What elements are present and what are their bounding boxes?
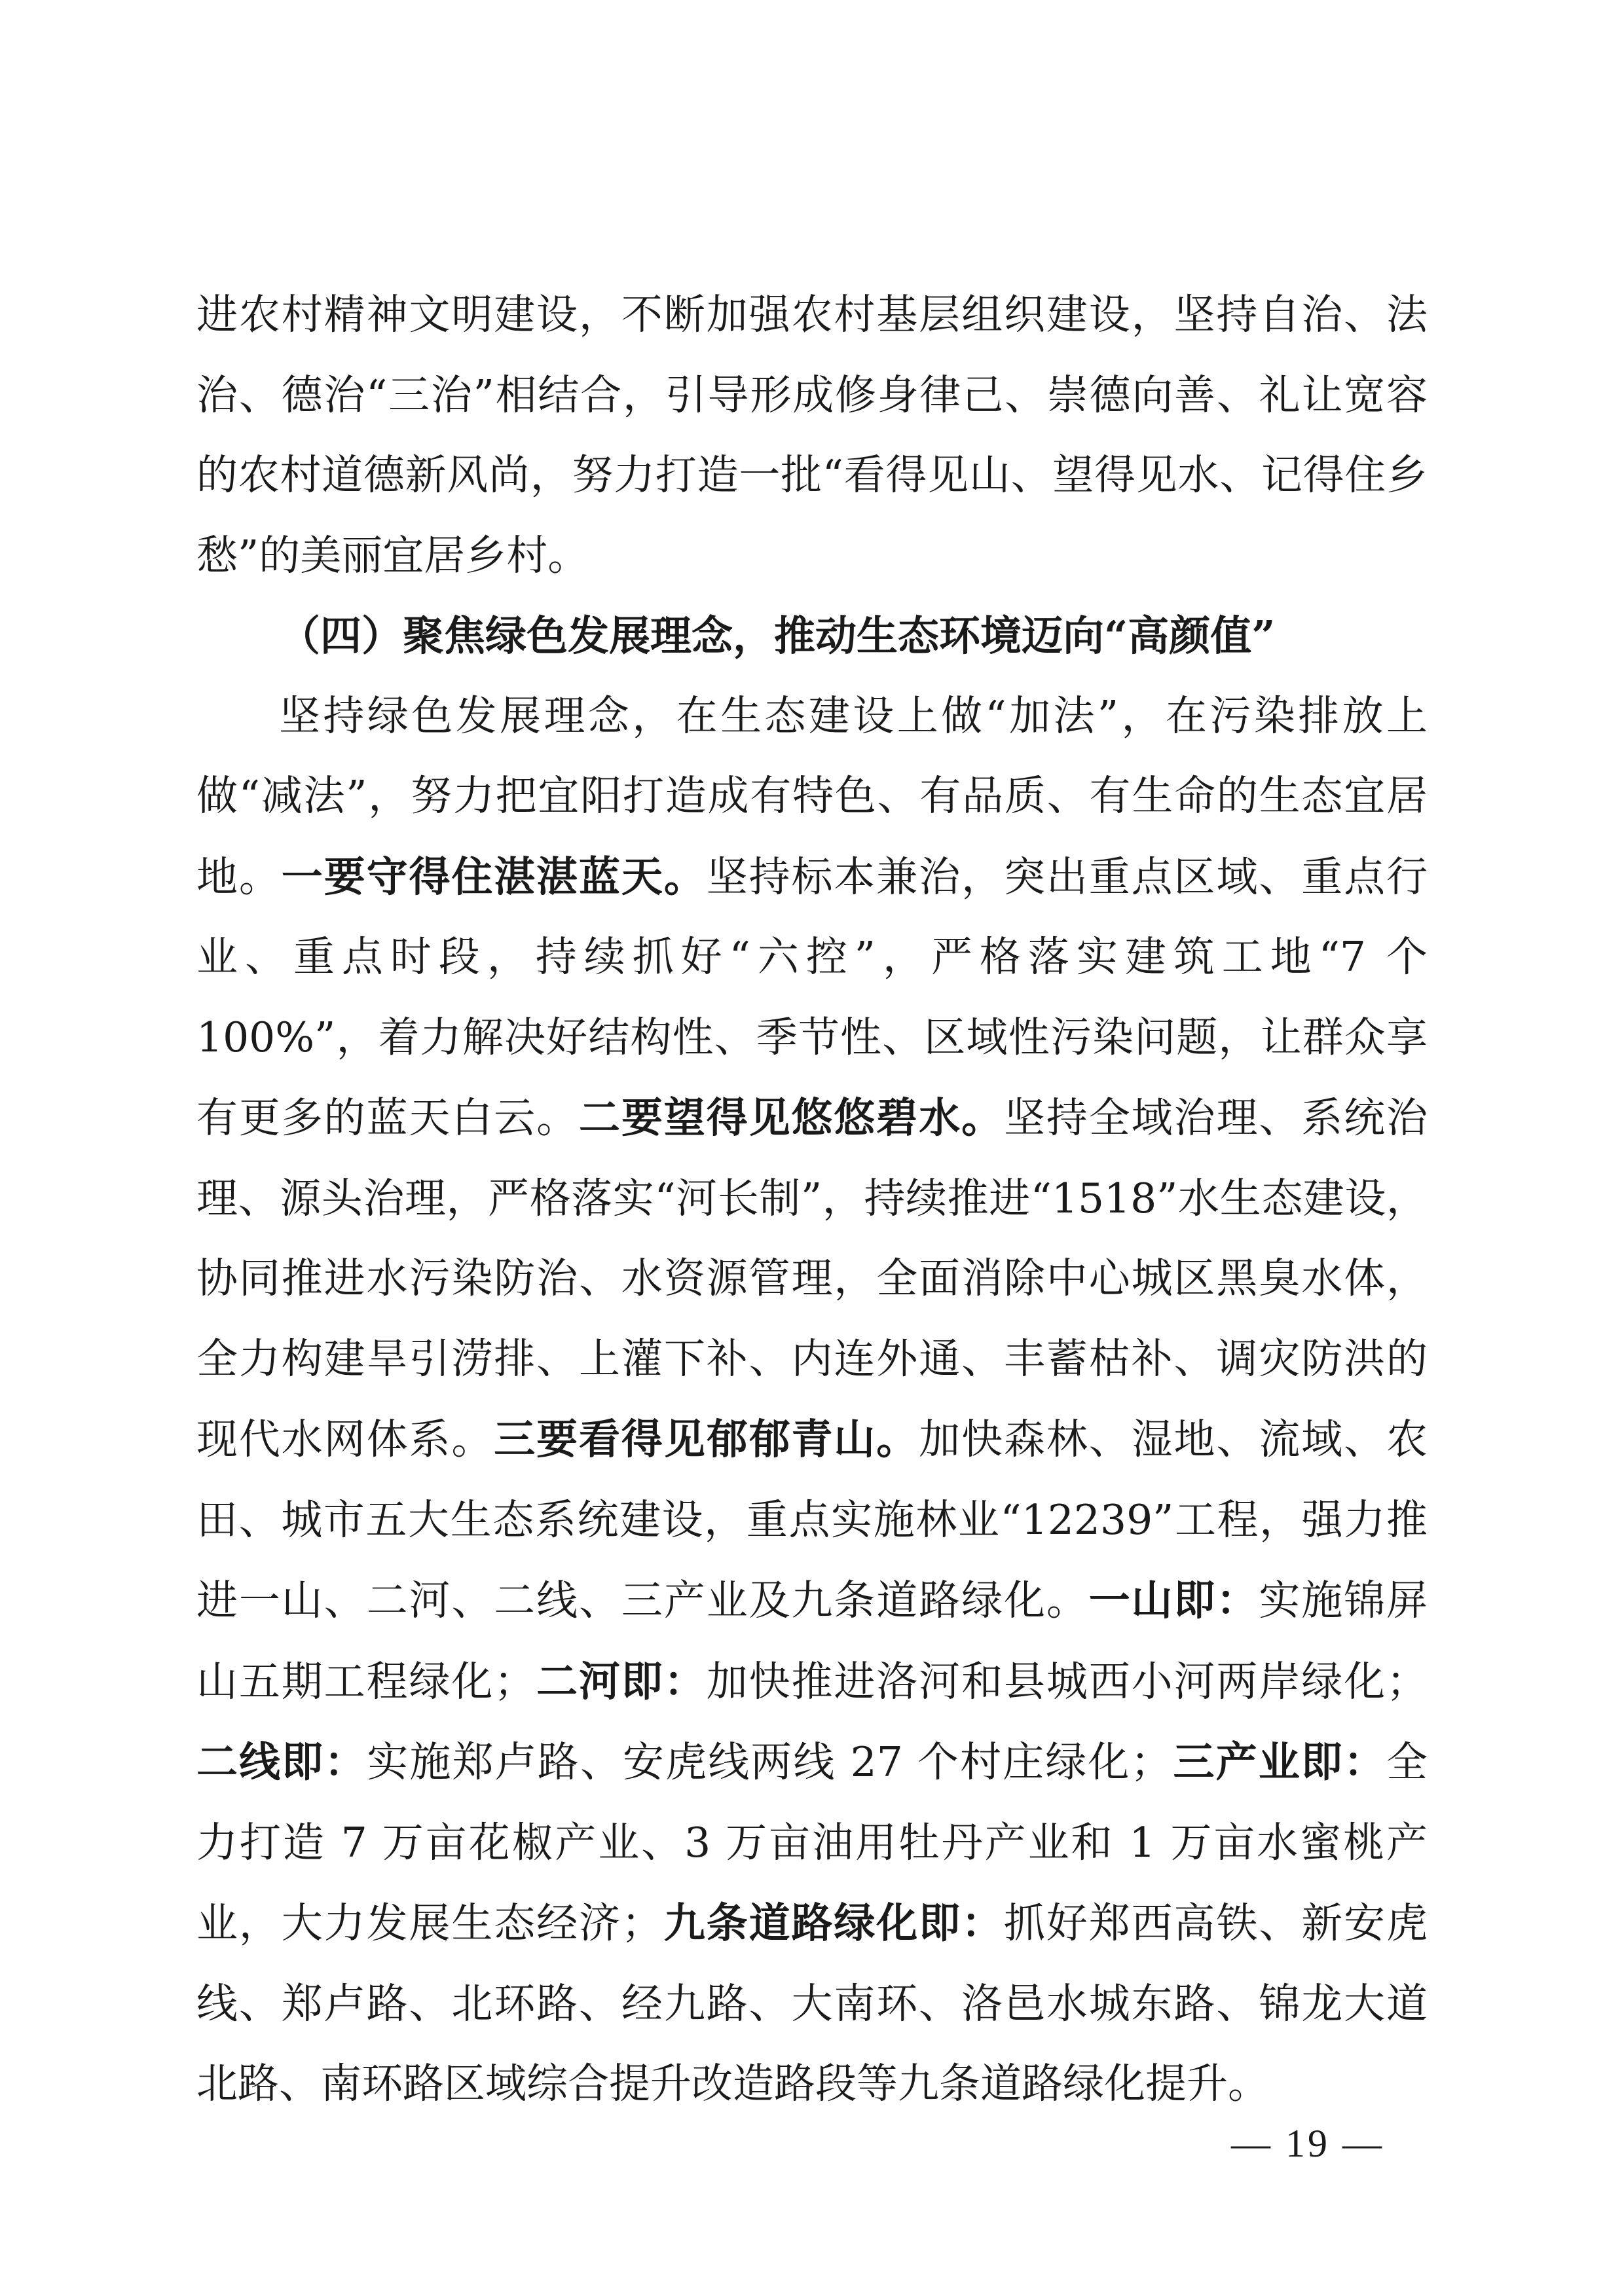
- section-heading: （四）聚焦绿色发展理念，推动生态环境迈向“高颜值”: [279, 611, 1276, 660]
- key-point-clear-water: 二要望得见悠悠碧水。: [579, 1093, 1004, 1142]
- text-run: 坚持全域治理、系统治理、源头治理，严格落实“河长制”，持续推进“1518”水生态建设，协同推进水污染防治、水资源管理，全面消除中心城区黑臭水体，全力构建旱引涝排、上灌下补、内连外通、丰蓄枯补、调灾防洪的现代水网体系。: [196, 1094, 1428, 1463]
- label-one-mountain: 一山即：: [1088, 1576, 1259, 1624]
- page-number: — 19 —: [1231, 2122, 1384, 2165]
- label-three-industries: 三产业即：: [1172, 1738, 1387, 1786]
- document-body: [196, 275, 1428, 2124]
- text-run: 坚持标本兼治，突出重点区域、重点行业、重点时段，持续抓好“六控”，严格落实建筑工地“7 个 100%”，着力解决好结构性、季节性、区域性污染问题，让群众享有更多的蓝天白云。: [196, 852, 1428, 1142]
- key-point-green-mountains: 三要看得见郁郁青山。: [494, 1415, 919, 1463]
- label-nine-roads: 九条道路绿化即：: [662, 1899, 1004, 1947]
- text-run: 实施锦屏山五期工程绿化；: [196, 1576, 1428, 1705]
- text-run: 加快森林、湿地、流域、农田、城市五大生态系统建设，重点实施林业“12239”工程，强力推进一山、二河、二线、三产业及九条道路绿化。: [196, 1415, 1428, 1624]
- paragraph-green-development: [196, 676, 1428, 2124]
- text-run: 抓好郑西高铁、新安虎线、郑卢路、北环路、经九路、大南环、洛邑水城东路、锦龙大道北路、南环路区域综合提升改造路段等九条道路绿化提升。: [196, 1899, 1428, 2107]
- text-run: 实施郑卢路、安虎线两线 27 个村庄绿化；: [367, 1738, 1172, 1786]
- text-run: 全力打造 7 万亩花椒产业、3 万亩油用牡丹产业和 1 万亩水蜜桃产业，大力发展生态经济；: [196, 1738, 1428, 1947]
- text-run: 坚持绿色发展理念，在生态建设上做“加法”，在污染排放上做“减法”，努力把宜阳打造成有特色、有品质、有生命的生态宜居地。: [196, 691, 1428, 901]
- text-run: 加快推进洛河和县城西小河两岸绿化；: [706, 1657, 1428, 1705]
- key-point-blue-sky: 一要守得住湛湛蓝天。: [281, 852, 707, 901]
- paragraph-continued: 进农村精神文明建设，不断加强农村基层组织建设，坚持自治、法治、德治“三治”相结合，引导形成修身律己、崇德向善、礼让宽容的农村道德新风尚，努力打造一批“看得见山、望得见水、记得住乡愁”的美丽宜居乡村。: [196, 291, 1428, 579]
- label-two-rivers: 二河即：: [535, 1656, 707, 1705]
- label-two-lines: 二线即：: [196, 1738, 367, 1786]
